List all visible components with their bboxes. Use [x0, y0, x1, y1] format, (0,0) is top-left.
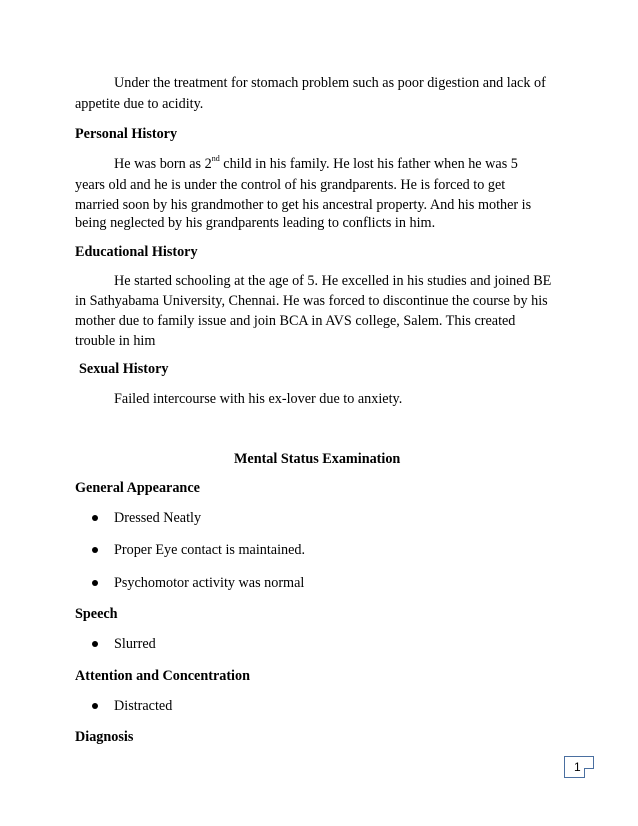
- ordinal-superscript: nd: [211, 154, 220, 163]
- list-item: Slurred: [114, 636, 156, 652]
- treatment-line-1: Under the treatment for stomach problem such as poor digestion and lack of: [114, 75, 546, 91]
- bullet-icon: [92, 580, 98, 586]
- educational-history-line-1: He started schooling at the age of 5. He excelled in his studies and joined BE: [114, 273, 552, 289]
- educational-history-line-3: mother due to family issue and join BCA in AVS college, Salem. This created: [75, 313, 516, 329]
- personal-history-line-3: married soon by his grandmother to get his ancestral property. And his mother is: [75, 197, 532, 213]
- bullet-icon: [92, 547, 98, 553]
- educational-history-line-2: in Sathyabama University, Chennai. He was forced to discontinue the course by his: [75, 293, 548, 309]
- bullet-icon: [92, 515, 98, 521]
- bullet-icon: [92, 703, 98, 709]
- personal-history-line-4: being neglected by his grandparents leading to conflicts in him.: [75, 215, 436, 231]
- attention-heading: Attention and Concentration: [75, 668, 250, 684]
- personal-history-heading: Personal History: [75, 126, 178, 142]
- list-item: Distracted: [114, 698, 173, 714]
- educational-history-heading: Educational History: [75, 244, 198, 260]
- sexual-history-heading: Sexual History: [79, 361, 169, 377]
- mse-title: Mental Status Examination: [234, 451, 401, 467]
- list-item: Dressed Neatly: [114, 510, 202, 526]
- personal-history-line-1-suffix: child in his family. He lost his father when he was 5: [219, 156, 518, 172]
- page-fold-icon: [584, 768, 594, 778]
- personal-history-line-1: [114, 154, 518, 174]
- diagnosis-heading: Diagnosis: [75, 729, 134, 745]
- speech-heading: Speech: [75, 606, 118, 622]
- list-item: Psychomotor activity was normal: [114, 575, 305, 591]
- personal-history-line-1-prefix: He was born as 2: [114, 156, 212, 172]
- personal-history-line-2: years old and he is under the control of his grandparents. He is forced to get: [75, 177, 506, 193]
- page-number: 1: [564, 756, 594, 778]
- sexual-history-line-1: Failed intercourse with his ex-lover due to anxiety.: [114, 391, 403, 407]
- list-item: Proper Eye contact is maintained.: [114, 542, 306, 558]
- general-appearance-heading: General Appearance: [75, 480, 200, 496]
- educational-history-line-4: trouble in him: [75, 333, 156, 349]
- bullet-icon: [92, 641, 98, 647]
- treatment-line-2: appetite due to acidity.: [75, 96, 204, 112]
